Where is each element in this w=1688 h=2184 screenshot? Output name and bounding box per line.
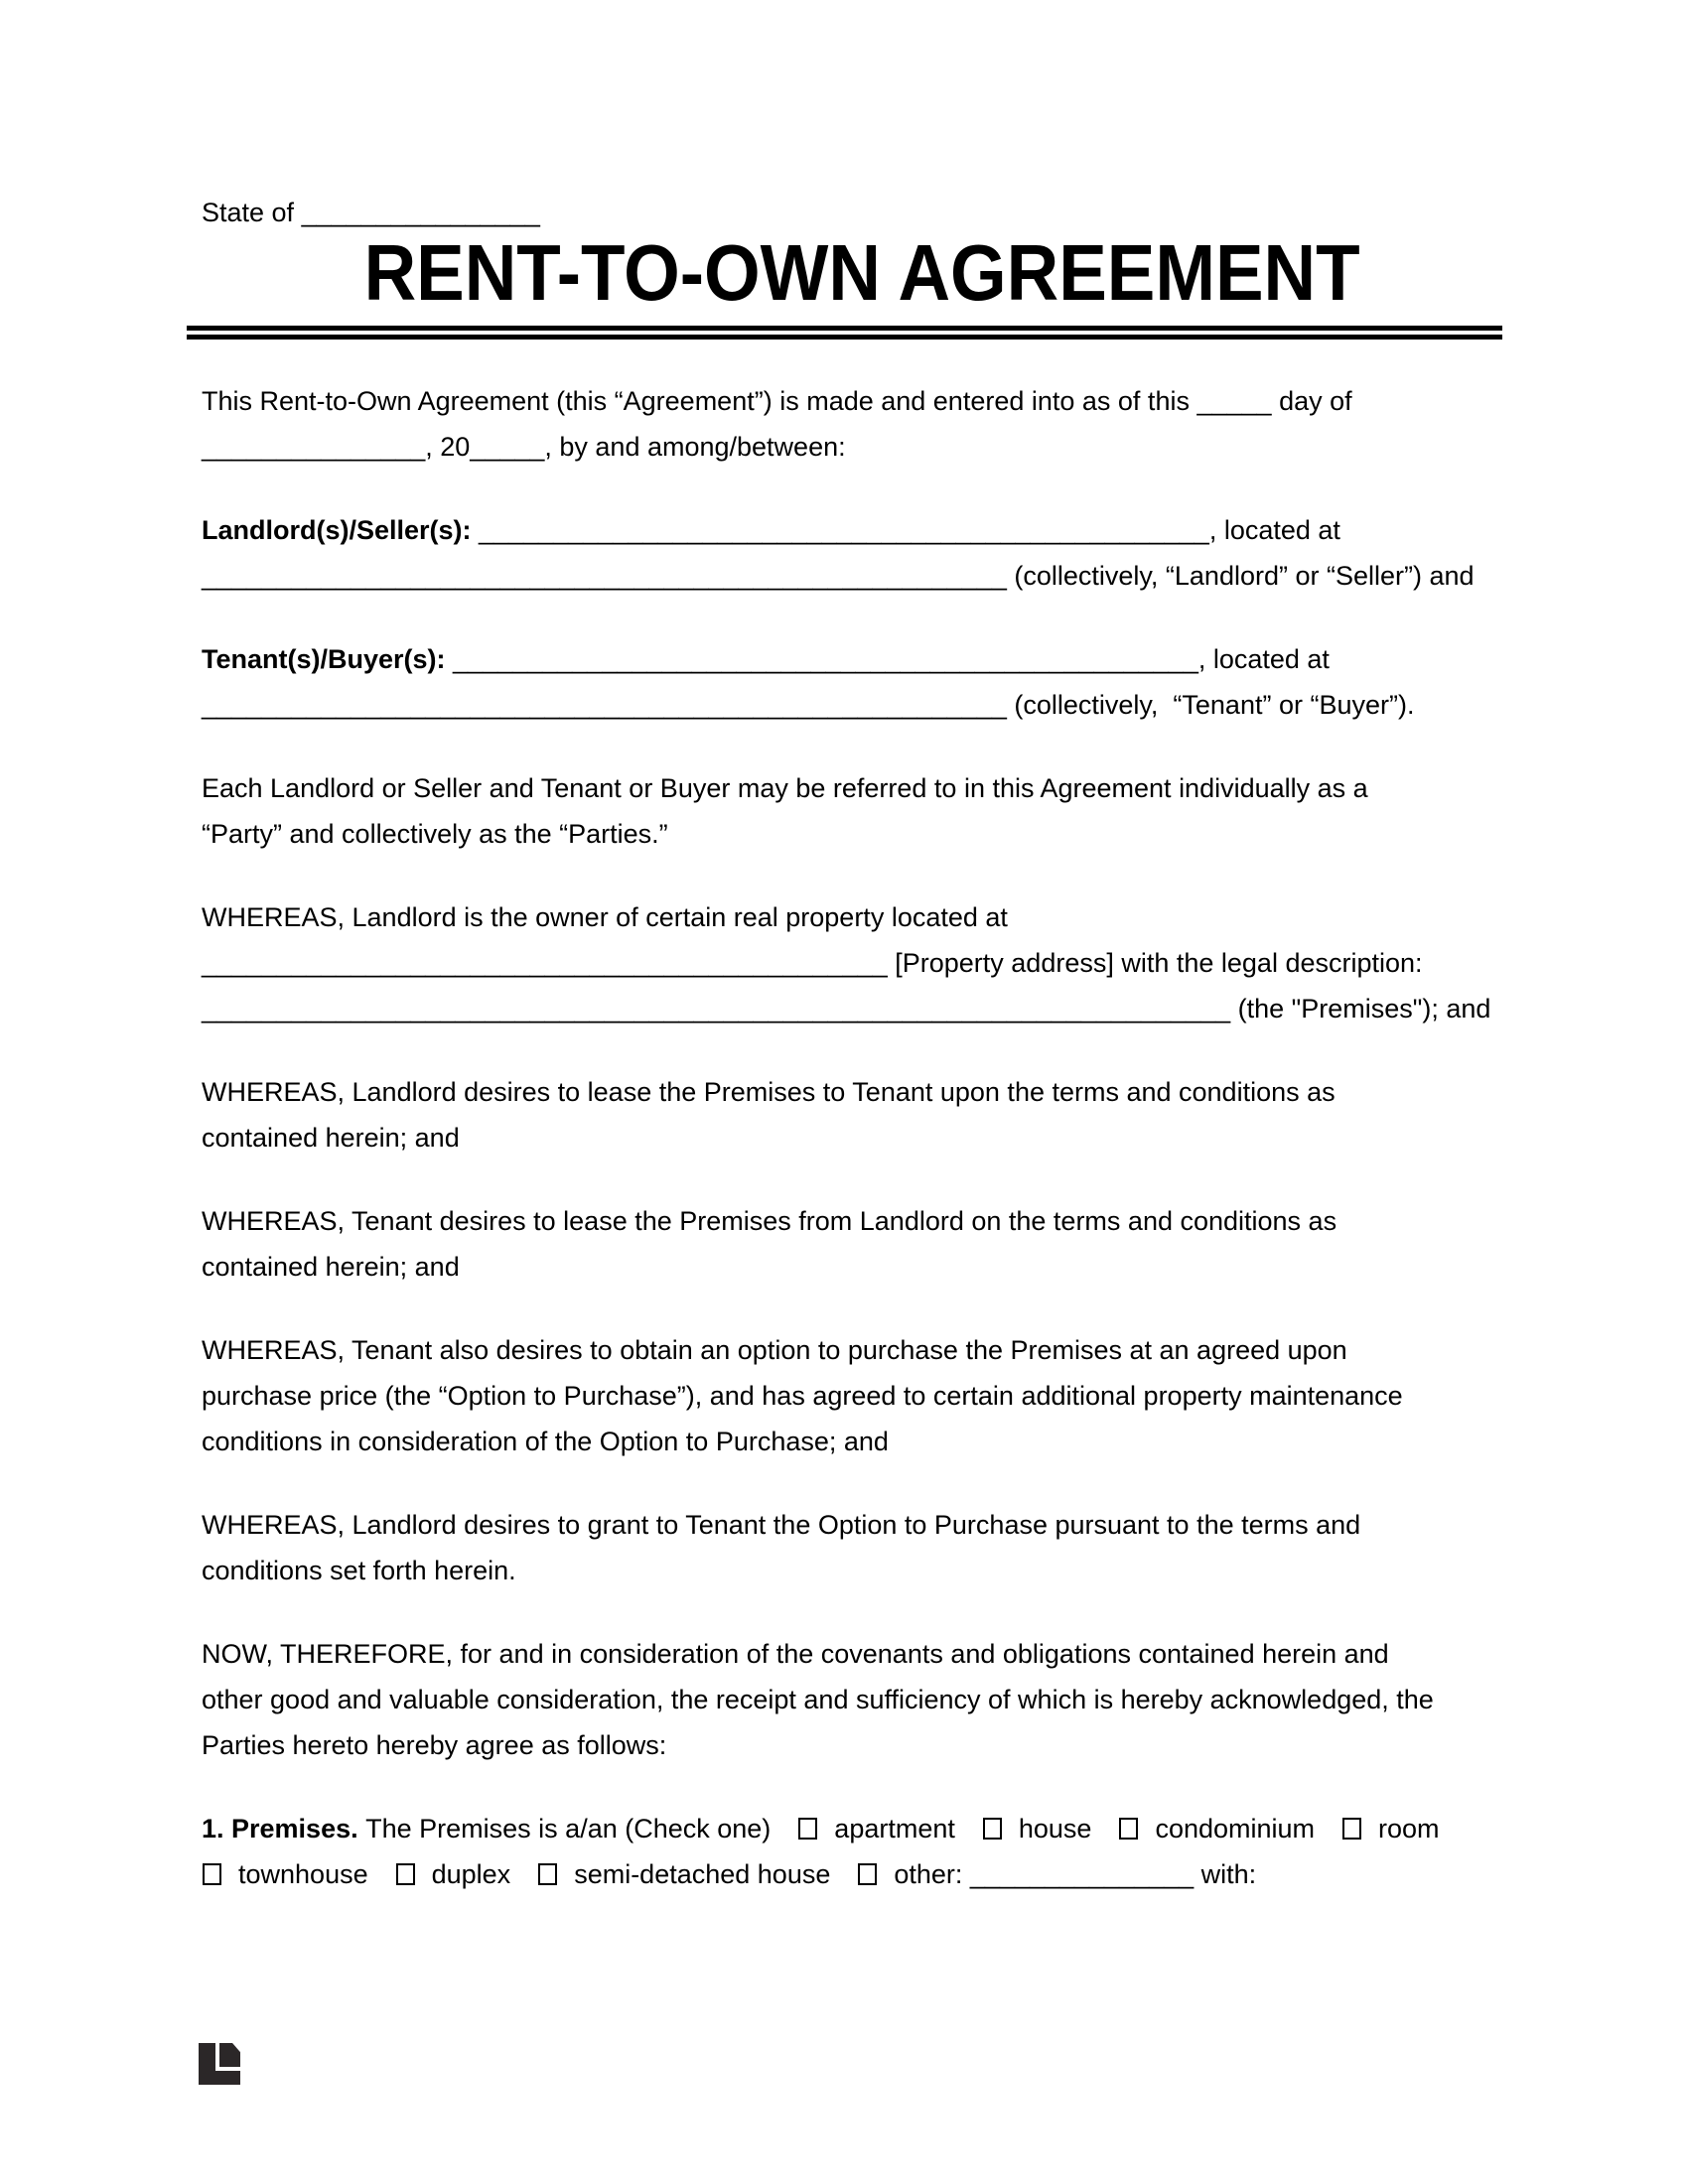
blank-other-type[interactable]: _______________ xyxy=(969,1859,1195,1889)
text-run: (collectively, “Landlord” or “Seller”) and xyxy=(1006,561,1475,591)
blank-month[interactable]: _______________ xyxy=(202,432,426,462)
landlord-clause xyxy=(202,507,1522,599)
blank-year[interactable]: _____ xyxy=(470,432,545,462)
text-run: contained herein; and xyxy=(202,1123,460,1153)
text-run: This Rent-to-Own Agreement (this “Agreement”) is made and entered into as of this xyxy=(202,386,1197,416)
checkbox-house[interactable] xyxy=(983,1818,1002,1840)
blank-property-address[interactable]: ______________________________________________ xyxy=(202,948,888,978)
text-run: WHEREAS, Landlord desires to grant to Tenant the Option to Purchase pursuant to the terms and xyxy=(202,1510,1361,1540)
document-body xyxy=(202,378,1522,1897)
parties-clause xyxy=(202,765,1522,857)
text-run: apartment xyxy=(834,1814,955,1843)
title-divider xyxy=(187,326,1502,340)
intro-paragraph xyxy=(202,378,1522,470)
checkbox-room[interactable] xyxy=(1342,1818,1361,1840)
text-run: (the "Premises"); and xyxy=(1230,994,1491,1024)
blank-landlord-address[interactable]: ______________________________________________________ xyxy=(202,561,1007,591)
text-run: , by and among/between: xyxy=(544,432,846,462)
document-content xyxy=(202,0,1522,1935)
checkbox-semi-detached-house[interactable] xyxy=(538,1863,557,1885)
tenant-label: Tenant(s)/Buyer(s): xyxy=(202,644,454,674)
whereas-option xyxy=(202,1327,1522,1464)
text-run: townhouse xyxy=(238,1859,368,1889)
whereas-owner xyxy=(202,894,1522,1031)
text-run: purchase price (the “Option to Purchase”), and has agreed to certain additional property maintenance xyxy=(202,1381,1403,1411)
text-run: other good and valuable consideration, the receipt and sufficiency of which is hereby acknowledged, the xyxy=(202,1685,1434,1714)
blank-landlord-name[interactable]: _________________________________________________ xyxy=(479,515,1209,545)
state-blank[interactable]: ________________ xyxy=(301,198,540,227)
checkbox-condominium[interactable] xyxy=(1119,1818,1138,1840)
checkbox-apartment[interactable] xyxy=(798,1818,817,1840)
legal-templates-logo xyxy=(199,2043,240,2085)
text-run: other: xyxy=(894,1859,970,1889)
blank-day[interactable]: _____ xyxy=(1196,386,1272,416)
text-run: WHEREAS, Tenant also desires to obtain an option to purchase the Premises at an agreed upon xyxy=(202,1335,1347,1365)
blank-legal-description[interactable]: _____________________________________________________________________ xyxy=(202,994,1231,1024)
checkbox-townhouse[interactable] xyxy=(203,1863,221,1885)
text-run: Each Landlord or Seller and Tenant or Buyer may be referred to in this Agreement individually as a xyxy=(202,773,1368,803)
whereas-landlord-lease xyxy=(202,1069,1522,1160)
text-run: conditions set forth herein. xyxy=(202,1556,516,1585)
text-run: , 20 xyxy=(425,432,471,462)
text-run: WHEREAS, Landlord desires to lease the Premises to Tenant upon the terms and conditions as xyxy=(202,1077,1336,1107)
text-run: Parties hereto hereby agree as follows: xyxy=(202,1730,667,1760)
landlord-label: Landlord(s)/Seller(s): xyxy=(202,515,480,545)
text-run: NOW, THEREFORE, for and in consideration of the covenants and obligations contained herein and xyxy=(202,1639,1389,1669)
text-run: The Premises is a/an (Check one) xyxy=(365,1814,772,1843)
state-label: State of xyxy=(202,198,302,227)
text-run: house xyxy=(1018,1814,1092,1843)
text-run: condominium xyxy=(1155,1814,1316,1843)
text-run: contained herein; and xyxy=(202,1252,460,1282)
text-run: “Party” and collectively as the “Parties.” xyxy=(202,819,668,849)
tenant-clause xyxy=(202,636,1522,728)
state-line xyxy=(202,197,1522,229)
text-run: [Property address] with the legal description: xyxy=(887,948,1423,978)
text-run: room xyxy=(1378,1814,1440,1843)
checkbox-other[interactable] xyxy=(858,1863,877,1885)
section-1-label: 1. Premises. xyxy=(202,1814,366,1843)
page-title xyxy=(202,229,1522,317)
text-run: (collectively, “Tenant” or “Buyer”). xyxy=(1006,690,1415,720)
page-title-text: RENT-TO-OWN AGREEMENT xyxy=(363,228,1360,317)
text-run: WHEREAS, Landlord is the owner of certain real property located at xyxy=(202,902,1008,932)
text-run: with: xyxy=(1194,1859,1257,1889)
section-1-premises xyxy=(202,1806,1522,1897)
blank-tenant-name[interactable]: __________________________________________________ xyxy=(453,644,1198,674)
text-run: day of xyxy=(1271,386,1352,416)
whereas-tenant-lease xyxy=(202,1198,1522,1290)
text-run: , located at xyxy=(1208,515,1340,545)
text-run: WHEREAS, Tenant desires to lease the Premises from Landlord on the terms and conditions as xyxy=(202,1206,1337,1236)
text-run: duplex xyxy=(431,1859,511,1889)
blank-tenant-address[interactable]: ______________________________________________________ xyxy=(202,690,1007,720)
now-therefore xyxy=(202,1631,1522,1768)
text-run: semi-detached house xyxy=(574,1859,831,1889)
text-run: , located at xyxy=(1197,644,1330,674)
checkbox-duplex[interactable] xyxy=(396,1863,415,1885)
text-run: conditions in consideration of the Option to Purchase; and xyxy=(202,1427,889,1456)
whereas-grant xyxy=(202,1502,1522,1593)
